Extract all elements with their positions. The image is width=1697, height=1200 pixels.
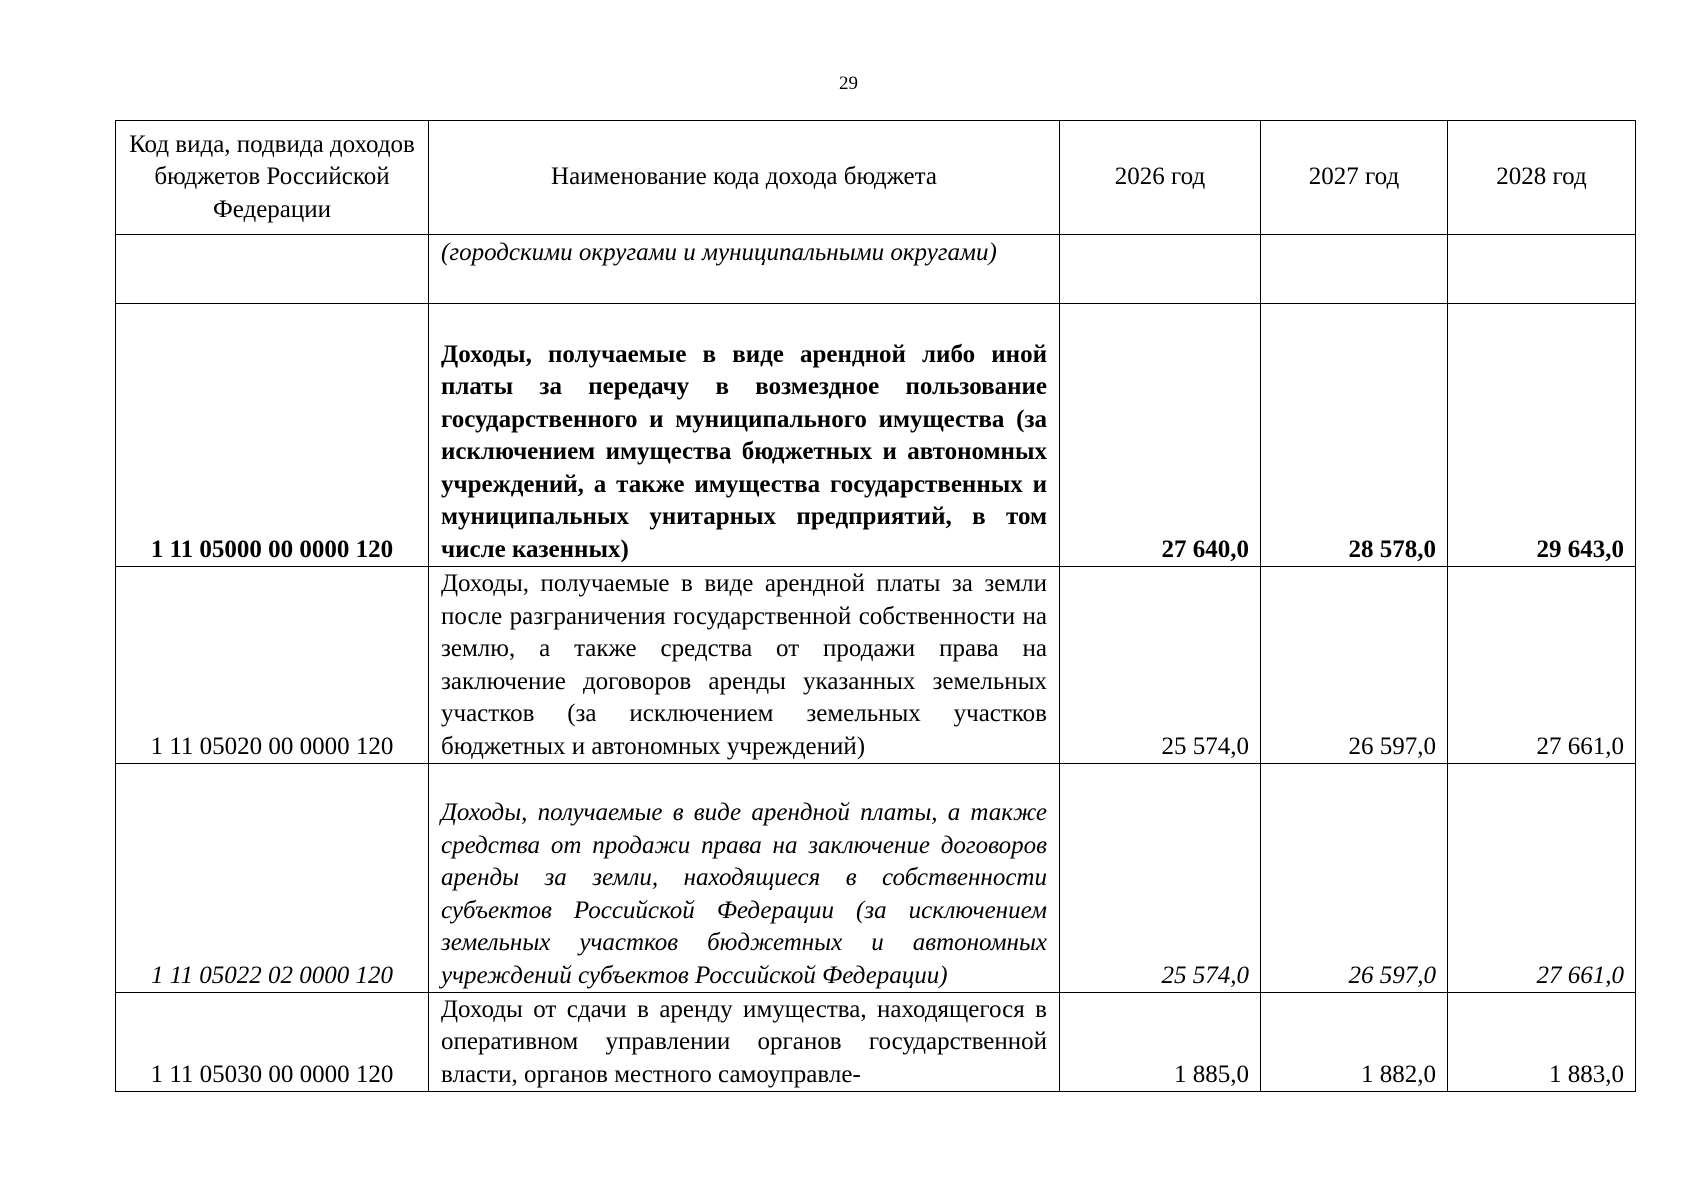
revenue-table [115, 120, 1636, 1092]
header-name: Наименование кода дохода бюджета [429, 121, 1060, 235]
row-value-2028 [1448, 235, 1636, 304]
row-value-2026: 25 574,0 [1060, 764, 1261, 993]
header-2026: 2026 год [1060, 121, 1261, 235]
table-header [116, 121, 1636, 235]
table-row [116, 993, 1636, 1092]
row-name: Доходы, получаемые в виде арендной платы, а также средства от продажи права на заключение договоров аренды за земли, находящиеся в собственности субъектов Российской Федерации (за исключением земельных участков бюджетных и автономных учреждений субъектов Российской Федерации) [429, 764, 1060, 993]
header-2027: 2027 год [1261, 121, 1448, 235]
table-row [116, 304, 1636, 567]
row-code: 1 11 05030 00 0000 120 [116, 993, 429, 1092]
row-value-2026 [1060, 235, 1261, 304]
row-value-2026: 27 640,0 [1060, 304, 1261, 567]
page-number: 29 [839, 73, 858, 94]
row-name: Доходы, получаемые в виде арендной либо иной платы за передачу в возмездное пользование государственного и муниципального имущества (за исключением имущества бюджетных и автономных учреждений, а также имущества государственных и муниципальных унитарных предприятий, в том числе казенных) [429, 304, 1060, 567]
row-value-2028: 27 661,0 [1448, 764, 1636, 993]
table-row [116, 235, 1636, 304]
row-value-2027 [1261, 235, 1448, 304]
row-code: 1 11 05022 02 0000 120 [116, 764, 429, 993]
row-name: Доходы, получаемые в виде арендной платы за земли после разграничения государственной собственности на землю, а также средства от продажи права на заключение договоров аренды указанных земельных участков (за исключением земельных участков бюджетных и автономных учреждений) [429, 567, 1060, 764]
row-code: 1 11 05020 00 0000 120 [116, 567, 429, 764]
header-code: Код вида, подвида доходов бюджетов Российской Федерации [116, 121, 429, 235]
row-name: Доходы от сдачи в аренду имущества, находящегося в оперативном управлении органов государственной власти, органов местного самоуправле- [429, 993, 1060, 1092]
row-value-2026: 1 885,0 [1060, 993, 1261, 1092]
table-row [116, 567, 1636, 764]
table-body [116, 235, 1636, 1092]
table-row [116, 764, 1636, 993]
row-value-2028: 29 643,0 [1448, 304, 1636, 567]
row-value-2027: 26 597,0 [1261, 567, 1448, 764]
row-value-2027: 1 882,0 [1261, 993, 1448, 1092]
row-name: (городскими округами и муниципальными округами) [429, 235, 1060, 304]
row-code [116, 235, 429, 304]
header-row [116, 121, 1636, 235]
header-2028: 2028 год [1448, 121, 1636, 235]
row-value-2028: 27 661,0 [1448, 567, 1636, 764]
row-value-2028: 1 883,0 [1448, 993, 1636, 1092]
row-value-2027: 28 578,0 [1261, 304, 1448, 567]
row-value-2027: 26 597,0 [1261, 764, 1448, 993]
row-code: 1 11 05000 00 0000 120 [116, 304, 429, 567]
row-value-2026: 25 574,0 [1060, 567, 1261, 764]
